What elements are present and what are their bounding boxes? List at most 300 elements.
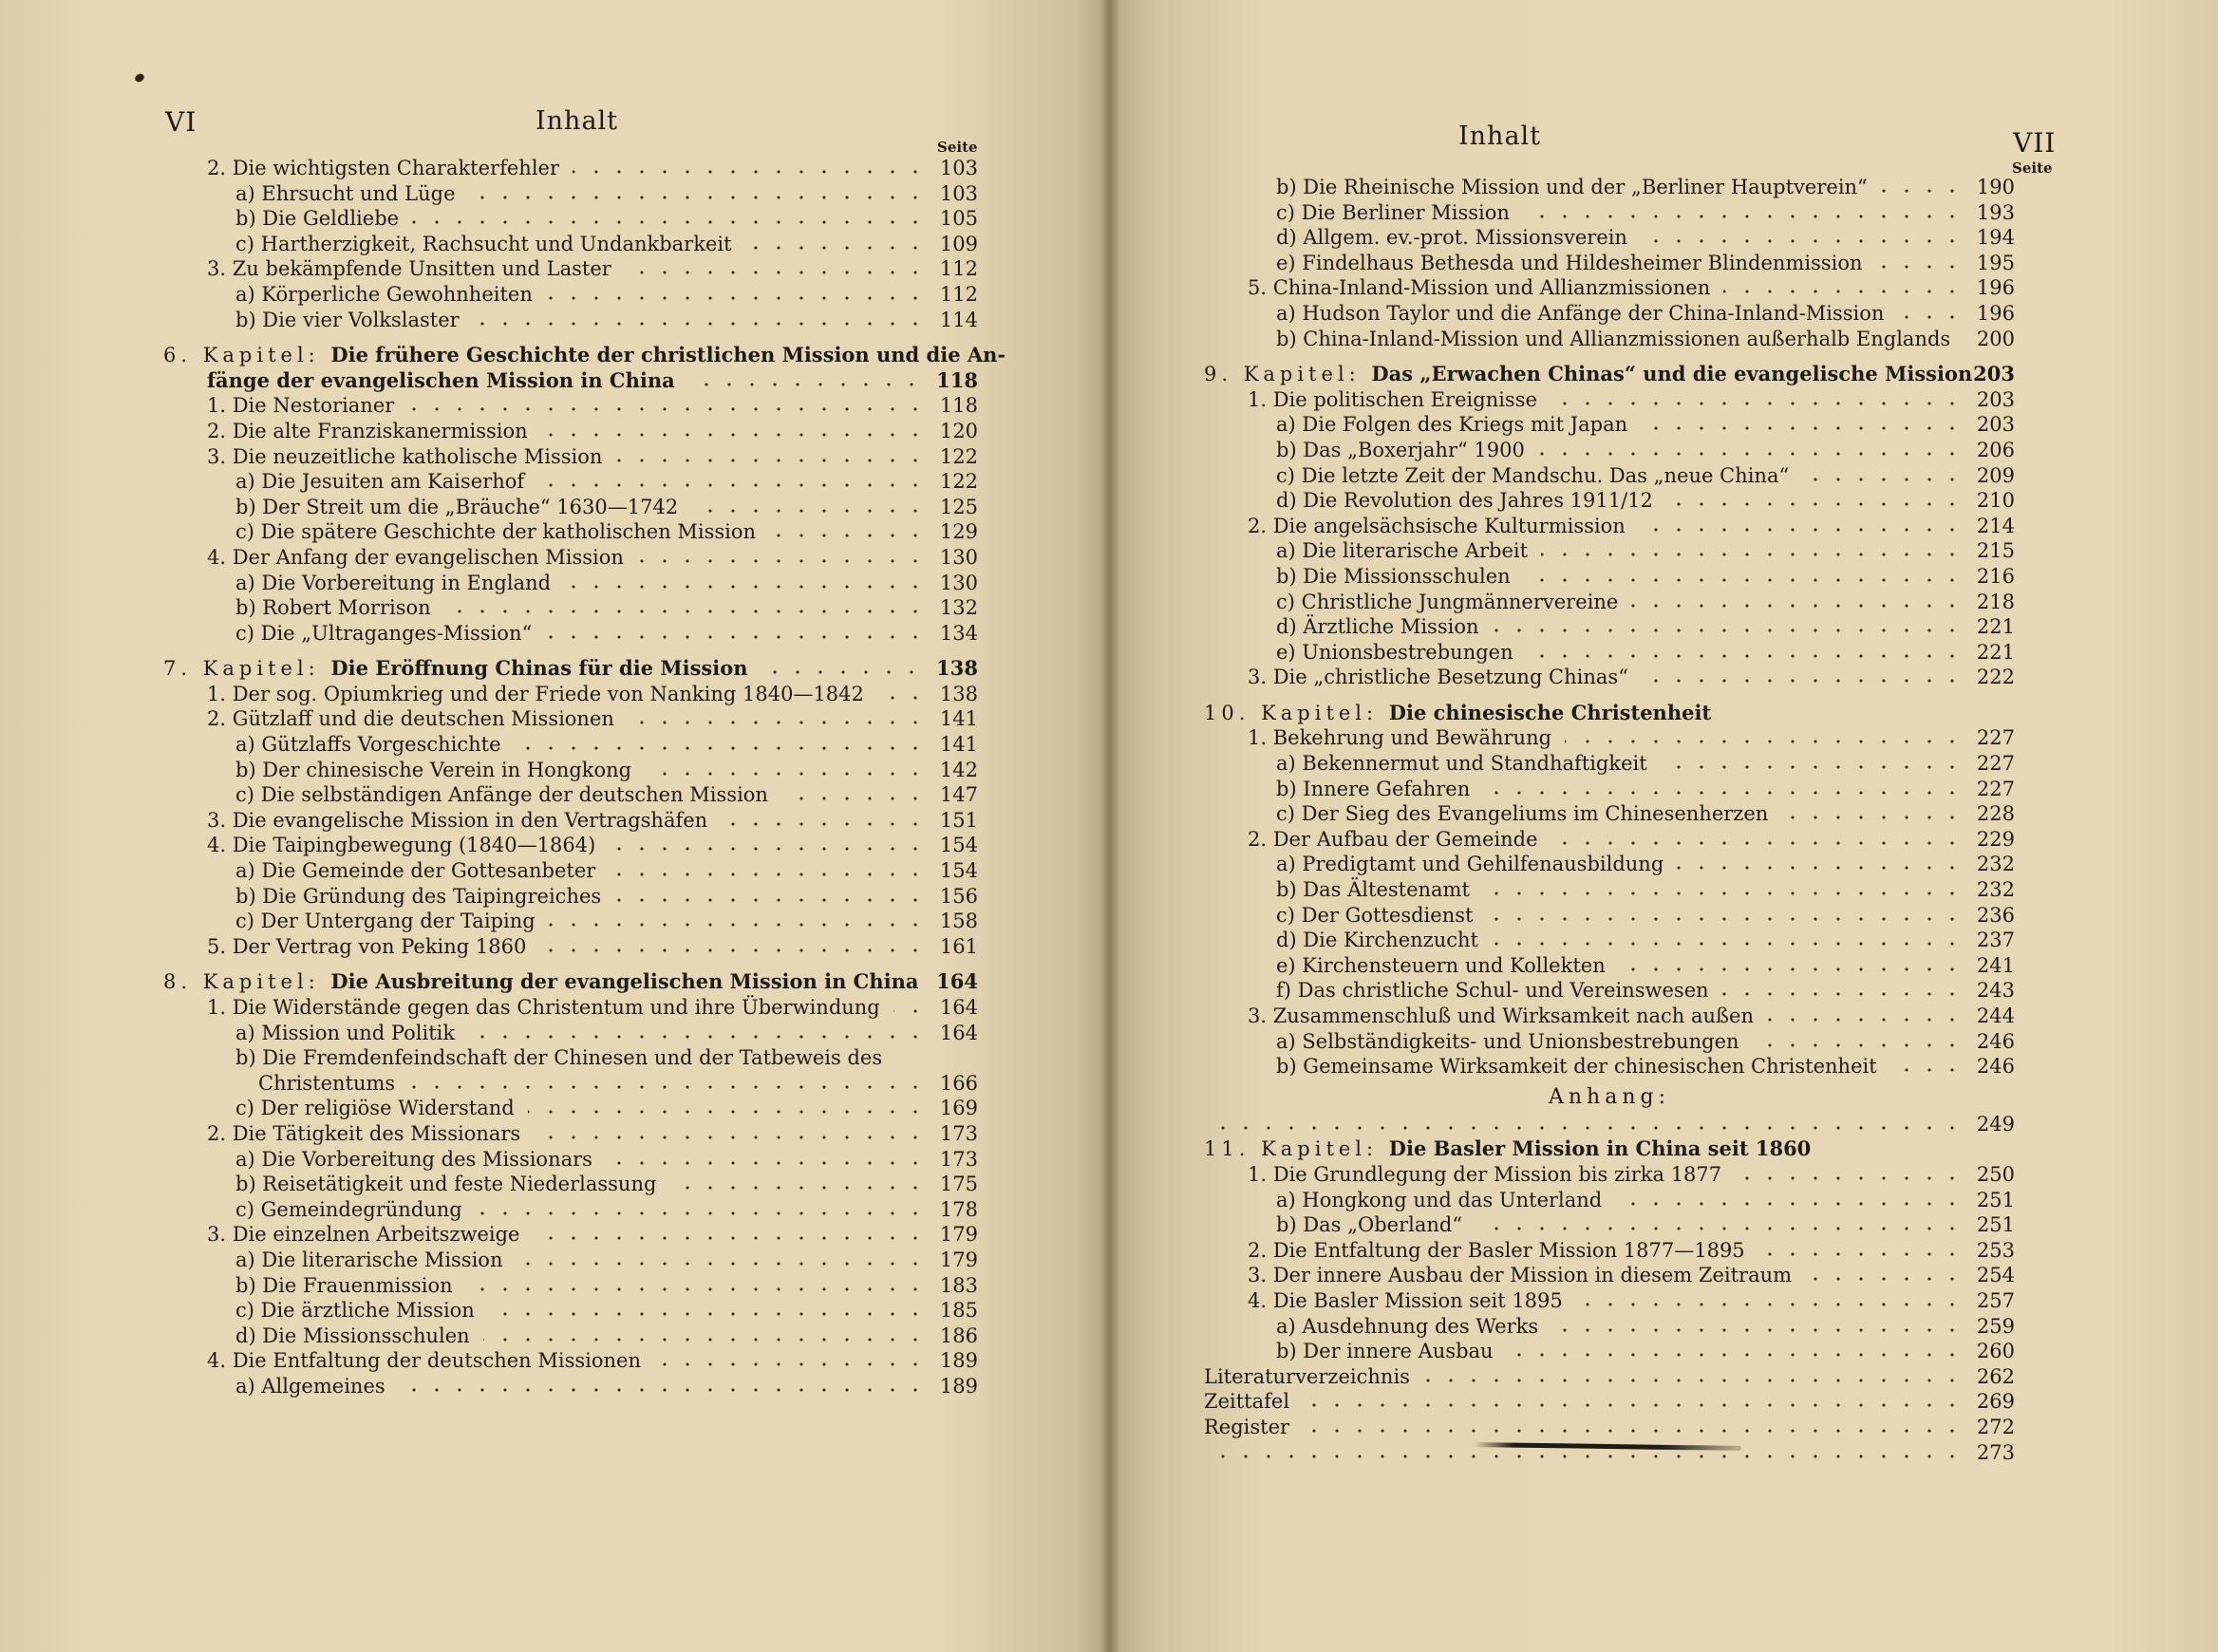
toc-page-number: 103	[939, 181, 978, 205]
dot-leader	[1631, 604, 1964, 608]
toc-entry-title: 4. Die Taipingbewegung (1840—1864)	[207, 834, 596, 857]
toc-subsection	[163, 232, 978, 257]
toc-entry-title: a) Ehrsucht und Lüge	[235, 181, 456, 205]
toc-entry-title: 2. Die alte Franziskanermission	[207, 419, 528, 442]
toc-subsection	[163, 1021, 978, 1046]
chapter-prefix: 8. Kapitel:	[163, 970, 331, 994]
toc-chapter	[163, 969, 978, 995]
toc-entry-title: b) Die Rheinische Mission und der „Berliner Hauptverein“	[1276, 176, 1868, 198]
toc-section	[1204, 725, 2015, 751]
dot-leader	[1641, 239, 1964, 243]
toc-entry-title: b) Reisetätigkeit und feste Niederlassung	[235, 1173, 657, 1196]
toc-page-number: 154	[939, 834, 978, 857]
chapter-title: Die Basler Mission in China seit 1860	[1388, 1136, 1812, 1161]
dot-leader	[609, 873, 927, 876]
toc-entry-title: 1. Die Grundlegung der Mission bis zirka 1877	[1248, 1162, 1722, 1186]
toc-subsection	[1204, 463, 2015, 489]
dot-leader	[893, 1009, 927, 1013]
toc-section	[1204, 827, 2015, 853]
toc-page-number: 273	[1976, 1440, 2015, 1464]
dot-leader	[1642, 679, 1964, 683]
toc-page-number: 251	[1976, 1213, 2015, 1237]
toc-chapter	[1204, 701, 2015, 726]
toc-page-number: 227	[1976, 777, 2015, 800]
toc-entry-title: a) Mission und Politik	[235, 1021, 456, 1044]
toc-entry-title: b) Innere Gefahren	[1276, 777, 1471, 800]
toc-page-number: 134	[939, 621, 978, 645]
dot-leader	[745, 246, 927, 250]
toc-subsection	[1204, 1029, 2015, 1055]
toc-entry-title: Zeittafel	[1204, 1390, 1290, 1414]
dot-leader	[412, 220, 927, 224]
toc-entry-title: 1. Die politischen Ereignisse	[1248, 387, 1537, 411]
toc-section	[163, 393, 978, 419]
toc-entry-title: e) Findelhaus Bethesda und Hildesheimer Blindenmission	[1276, 251, 1863, 274]
toc-section	[1204, 665, 2015, 690]
dot-leader	[1541, 553, 1964, 556]
toc-entry-title: 1. Bekehrung und Bewährung	[1248, 726, 1552, 750]
toc-section	[163, 682, 978, 707]
toc-subsection	[163, 1172, 978, 1197]
toc-entry-title: a) Die Jesuiten am Kaiserhof	[235, 470, 525, 494]
toc-subsection	[1204, 801, 2015, 827]
chapter-prefix: 10. Kapitel:	[1204, 701, 1389, 724]
toc-entry-title: c) Die ärztliche Mission	[235, 1299, 475, 1323]
toc-entry-title	[163, 969, 918, 995]
ink-smudge	[134, 72, 146, 84]
dot-leader	[1890, 1068, 1964, 1072]
toc-page-number: 269	[1976, 1390, 2015, 1414]
toc-chapter-continuation	[163, 368, 978, 394]
dot-leader	[609, 847, 927, 851]
toc-entry-title: a) Die Folgen des Kriegs mit Japan	[1276, 413, 1628, 437]
toc-entry-title: c) Die selbständigen Anfänge der deutschen Mission	[235, 783, 768, 807]
toc-entry-title: 3. Zusammenschluß und Wirksamkeit nach außen	[1248, 1004, 1754, 1027]
toc-page-number: 246	[1976, 1029, 2015, 1053]
dot-leader	[1217, 1126, 1964, 1130]
toc-back-matter	[1204, 1389, 2015, 1415]
chapter-prefix: 11. Kapitel:	[1204, 1137, 1389, 1161]
dot-leader	[466, 1287, 927, 1291]
toc-page-number: 175	[939, 1173, 978, 1196]
toc-entry-title: c) Der Gottesdienst	[1276, 903, 1474, 927]
toc-page-number: 200	[1976, 327, 2015, 350]
dot-leader	[1897, 315, 1964, 319]
toc-page-number: 156	[939, 884, 978, 908]
toc-entry-title: c) Die spätere Geschichte der katholischen Mission	[235, 520, 757, 544]
toc-entry-title: b) Der chinesische Verein in Hongkong	[235, 758, 632, 781]
toc-page-number: 173	[939, 1121, 978, 1145]
toc-page-number: 206	[1976, 438, 2015, 461]
dot-leader	[444, 610, 927, 613]
toc-section	[163, 995, 978, 1021]
dot-leader	[537, 483, 927, 487]
toc-entry-title: d) Die Kirchenzucht	[1276, 929, 1478, 952]
toc-subsection	[1204, 1188, 2015, 1213]
toc-subsection	[163, 1374, 978, 1399]
toc-subsection	[1204, 327, 2015, 352]
toc-subsection	[163, 519, 978, 545]
toc-entry-title	[1204, 1136, 1811, 1162]
toc-subsection	[163, 469, 978, 495]
dot-leader	[1483, 892, 1964, 895]
toc-section	[1204, 1162, 2015, 1188]
toc-subsection	[163, 758, 978, 783]
toc-subsection	[163, 621, 978, 647]
right-page	[1109, 0, 2218, 1652]
toc-entry-title: 1. Die Nestorianer	[207, 394, 395, 418]
toc-page-number: 189	[939, 1349, 978, 1373]
toc-section	[1204, 275, 2015, 301]
toc-page-number: 190	[1976, 176, 2015, 198]
toc-page-number: 161	[939, 934, 978, 958]
toc-entry-title: 2. Die Tätigkeit des Missionars	[207, 1121, 521, 1145]
toc-entry-title: a) Körperliche Gewohnheiten	[235, 282, 533, 306]
toc-page-number: 214	[1976, 514, 2015, 537]
toc-subsection	[1204, 564, 2015, 590]
toc-subsection	[163, 1147, 978, 1173]
toc-subsection	[163, 1273, 978, 1299]
toc-page-number: 243	[1976, 979, 2015, 1003]
toc-entry-title: c) Die letzte Zeit der Mandschu. Das „neue China“	[1276, 463, 1790, 487]
toc-subsection	[1204, 953, 2015, 979]
dot-leader	[1735, 1176, 1964, 1180]
toc-page-number: 183	[939, 1273, 978, 1297]
toc-page-number: 203	[1976, 413, 2015, 437]
toc-section	[163, 1348, 978, 1374]
toc-page-number: 122	[939, 470, 978, 494]
toc-entry-title: 1. Der sog. Opiumkrieg und der Friede von Nanking 1840—1842	[207, 682, 864, 705]
dot-leader	[476, 1211, 927, 1215]
dot-leader	[625, 271, 927, 274]
toc-entry-title: a) Bekennermut und Standhaftigkeit	[1276, 752, 1647, 776]
toc-page-number: 154	[939, 859, 978, 883]
toc-back-matter	[1204, 1364, 2015, 1390]
toc-page-number: 259	[1976, 1314, 2015, 1338]
dot-leader	[1538, 452, 1964, 456]
toc-subsection	[163, 1197, 978, 1223]
toc-entry-title: b) Das „Boxerjahr“ 1900	[1276, 438, 1525, 461]
toc-entry-title: 4. Die Entfaltung der deutschen Missionen	[207, 1349, 641, 1373]
toc-subsection	[1204, 301, 2015, 327]
dot-leader	[691, 509, 927, 513]
toc-entry-title: b) China-Inland-Mission und Allianzmissionen außerhalb Englands	[1276, 327, 1951, 350]
toc-page-number: 185	[939, 1299, 978, 1323]
toc-subsection	[163, 1045, 978, 1071]
toc-subsection	[1204, 877, 2015, 903]
toc-page-number: 195	[1976, 251, 2015, 274]
toc-entry-title	[1204, 701, 1711, 726]
toc-entry-title: d) Die Missionsschulen	[235, 1323, 470, 1347]
toc-subsection	[1204, 928, 2015, 953]
toc-page-number: 232	[1976, 853, 2015, 876]
toc-page-number: 229	[1976, 827, 2015, 851]
toc-page-number: 164	[936, 969, 978, 994]
toc-page-number: 237	[1976, 929, 2015, 952]
toc-chapter	[1204, 1136, 2015, 1162]
dot-leader	[1661, 765, 1964, 769]
dot-leader	[1758, 1252, 1964, 1256]
chapter-title: Die Ausbreitung der evangelischen Mission in China	[330, 969, 919, 994]
toc-entry-title: e) Unionsbestrebungen	[1276, 640, 1513, 664]
toc-entry-title: b) Die Fremdenfeindschaft der Chinesen und der Tatbeweis des	[235, 1046, 883, 1070]
toc-entry-title: a) Ausdehnung des Werks	[1276, 1314, 1539, 1338]
toc-entry-title: b) Das „Oberland“	[1276, 1213, 1463, 1237]
toc-subsection	[163, 782, 978, 808]
toc-entry-title: fänge der evangelischen Mission in China	[207, 367, 675, 392]
toc-subsection	[1204, 590, 2015, 615]
toc-subsection	[163, 732, 978, 758]
dot-leader	[1615, 1202, 1964, 1206]
toc-page-number: 120	[939, 419, 978, 442]
toc-subsection	[163, 1248, 978, 1273]
toc-entry-title: Literaturverzeichnis	[1204, 1364, 1410, 1388]
dot-leader	[473, 322, 927, 326]
toc-page-number: 221	[1976, 615, 2015, 639]
dot-leader	[1551, 1328, 1964, 1332]
toc-page-number: 112	[939, 257, 978, 281]
dot-leader	[637, 559, 927, 563]
toc-subsection	[1204, 488, 2015, 514]
dot-leader	[528, 1110, 927, 1114]
toc-page-number: 216	[1976, 564, 2015, 588]
dot-leader	[606, 1161, 927, 1165]
dot-leader	[1423, 1379, 1964, 1382]
toc-page-number: 253	[1976, 1238, 2015, 1262]
dot-leader	[1523, 215, 1964, 218]
dot-leader	[468, 1035, 927, 1039]
toc-section	[1204, 1004, 2015, 1029]
toc-page-number: 209	[1976, 463, 2015, 487]
dot-leader	[761, 670, 923, 674]
toc-page-number: 151	[939, 808, 978, 832]
toc-entry-title: Christentums	[258, 1071, 396, 1095]
appendix-heading: Anhang:	[1548, 1084, 1670, 1109]
toc-page-number: 118	[936, 367, 978, 392]
toc-entry-title: b) Die vier Volkslaster	[235, 308, 460, 331]
dot-leader	[408, 1085, 927, 1089]
toc-page-number: 158	[939, 910, 978, 933]
toc-subsection	[163, 308, 978, 333]
toc-subsection	[163, 495, 978, 520]
toc-page-number: 203	[1973, 362, 2015, 386]
dot-leader	[1476, 1227, 1964, 1230]
toc-entry-title: 2. Der Aufbau der Gemeinde	[1248, 827, 1538, 851]
dot-leader	[1641, 426, 1964, 430]
toc-entry-title: 1. Die Widerstände gegen das Christentum und ihre Überwindung	[207, 996, 880, 1019]
toc-page-number: 109	[939, 232, 978, 255]
toc-entry-title: 2. Gützlaff und die deutschen Missionen	[207, 707, 614, 731]
toc-page-number: 241	[1976, 953, 2015, 977]
toc-subsection	[1204, 777, 2015, 802]
dot-leader	[721, 822, 927, 826]
dot-leader	[1303, 1403, 1964, 1407]
toc-page-number: 138	[939, 682, 978, 705]
toc-entry-title: b) Der innere Ausbau	[1276, 1340, 1494, 1363]
toc-entry-title: a) Hongkong und das Unterland	[1276, 1188, 1603, 1211]
toc-page-number: 141	[939, 733, 978, 757]
toc-subsection	[163, 1096, 978, 1121]
dot-leader	[1493, 629, 1964, 632]
toc-entry-title: d) Ärztliche Mission	[1276, 615, 1479, 639]
toc-entry-title: a) Die Gemeinde der Gottesanbeter	[235, 859, 596, 883]
toc-entry-title: c) Gemeindegründung	[235, 1197, 462, 1221]
toc-page-number: 232	[1976, 878, 2015, 902]
toc-section	[163, 1222, 978, 1248]
chapter-title: Die Eröffnung Chinas für die Mission	[330, 656, 748, 681]
toc-entry-title: 5. China-Inland-Mission und Allianzmissionen	[1248, 276, 1711, 300]
toc-entry-title: 2. Die wichtigsten Charakterfehler	[207, 157, 559, 179]
toc-page-number: 227	[1976, 752, 2015, 776]
toc-section	[163, 808, 978, 834]
toc-section	[1204, 514, 2015, 539]
toc-page-number: 129	[939, 520, 978, 544]
dot-leader	[1881, 189, 1964, 193]
dot-leader	[515, 746, 927, 750]
toc-page-number: 132	[939, 596, 978, 620]
toc-subsection	[163, 571, 978, 596]
toc-entry-title: 3. Zu bekämpfende Unsitten und Laster	[207, 257, 611, 281]
toc-page-number: 251	[1976, 1188, 2015, 1211]
toc-page-number: 249	[1976, 1112, 2015, 1136]
toc-chapter	[1204, 362, 2015, 387]
toc-subsection	[1204, 614, 2015, 640]
dot-leader	[483, 1338, 927, 1342]
toc-subsection	[1204, 751, 2015, 777]
toc-entry-title: a) Die literarische Mission	[235, 1248, 503, 1271]
toc-entry-title: a) Allgemeines	[235, 1374, 385, 1398]
dot-leader	[573, 170, 927, 174]
toc-section	[1204, 387, 2015, 413]
toc-page-number: 246	[1976, 1055, 2015, 1079]
chapter-title: Die frühere Geschichte der christlichen Mission und die An-	[330, 343, 1006, 367]
toc-subsection	[1204, 175, 2015, 200]
toc-page-number: 118	[939, 394, 978, 418]
toc-subsection	[1204, 978, 2015, 1004]
toc-subsection	[163, 1298, 978, 1323]
toc-page-number: 218	[1976, 590, 2015, 613]
toc-entry-title: c) Der religiöse Widerstand	[235, 1097, 515, 1120]
dot-leader	[399, 1388, 927, 1392]
toc-page-number: 186	[939, 1323, 978, 1347]
chapter-prefix: 7. Kapitel:	[163, 657, 331, 681]
toc-section	[1204, 1288, 2015, 1314]
dot-leader	[1527, 654, 1964, 658]
toc-section	[163, 444, 978, 470]
toc-entry-title: 3. Die evangelische Mission in den Vertragshäfen	[207, 808, 708, 832]
toc-back-matter	[1204, 1415, 2015, 1440]
toc-entry-title: c) Die „Ultraganges-Mission“	[235, 621, 533, 645]
toc-section	[163, 545, 978, 571]
toc-entry-title: 3. Die einzelnen Arbeitszweige	[207, 1223, 520, 1247]
toc-subsection	[163, 909, 978, 934]
toc-page-number: 130	[939, 545, 978, 569]
dot-leader	[688, 383, 923, 386]
toc-entry-title: 2. Die Entfaltung der Basler Mission 1877—1895	[1248, 1238, 1745, 1262]
dot-leader	[549, 923, 927, 927]
toc-page-number: 142	[939, 758, 978, 781]
toc-page-number: 236	[1976, 903, 2015, 927]
toc-subsection	[163, 181, 978, 207]
toc-entry-title: c) Hartherzigkeit, Rachsucht und Undankbarkeit	[235, 232, 732, 255]
toc-page-number: 250	[1976, 1162, 2015, 1186]
toc-page-number: 210	[1976, 489, 2015, 513]
toc-entry-title: c) Der Untergang der Taiping	[235, 910, 536, 933]
toc-section	[1204, 1263, 2015, 1288]
toc-entry-title: 3. Die neuzeitliche katholische Mission	[207, 444, 603, 468]
toc-page-number: 178	[939, 1197, 978, 1221]
toc-section	[163, 256, 978, 282]
toc-page-number: 196	[1976, 276, 2015, 300]
toc-section	[163, 934, 978, 960]
chapter-prefix: 9. Kapitel:	[1204, 363, 1372, 386]
dot-leader	[564, 585, 927, 589]
dot-leader	[539, 948, 927, 952]
toc-page-number: 244	[1976, 1004, 2015, 1027]
toc-subsection	[1204, 1212, 2015, 1238]
toc-page-number: 169	[939, 1097, 978, 1120]
toc-page-number: 228	[1976, 802, 2015, 826]
toc-page-number: 257	[1976, 1288, 2015, 1312]
running-header: Inhalt	[536, 106, 619, 136]
toc-entry-title: d) Die Revolution des Jahres 1911/12	[1276, 489, 1653, 513]
toc-entry-title: 5. Der Vertrag von Peking 1860	[207, 934, 527, 958]
toc-page-number: 122	[939, 444, 978, 468]
dot-leader	[1217, 1455, 1964, 1458]
toc-entry-title: f) Das christliche Schul- und Vereinswesen	[1276, 979, 1709, 1003]
toc-entry-title: b) Das Ältestenamt	[1276, 878, 1470, 902]
toc-page-number-row	[1204, 1112, 2015, 1137]
toc-subsection	[1204, 1339, 2015, 1364]
dot-leader	[1551, 841, 1964, 845]
toc-section	[163, 1121, 978, 1147]
table-of-contents	[163, 156, 1006, 1399]
toc-entry-title: a) Die literarische Arbeit	[1276, 539, 1529, 563]
toc-section	[163, 833, 978, 858]
toc-entry-title: a) Die Vorbereitung des Missionars	[235, 1147, 592, 1171]
toc-subsection	[1204, 251, 2015, 276]
dot-leader	[628, 721, 927, 724]
toc-page-number: 260	[1976, 1340, 2015, 1363]
toc-subsection	[1204, 225, 2015, 251]
table-of-contents	[1204, 175, 2015, 1465]
toc-entry-title: d) Allgem. ev.-prot. Missionsverein	[1276, 226, 1627, 250]
toc-entry-title: a) Selbständigkeits- und Unionsbestrebungen	[1276, 1029, 1739, 1053]
toc-entry-title: a) Hudson Taylor und die Anfänge der China-Inland-Mission	[1276, 301, 1885, 325]
dot-leader	[407, 407, 927, 411]
dot-leader	[614, 898, 927, 902]
toc-entry-title: a) Gützlaffs Vorgeschichte	[235, 733, 501, 757]
toc-section	[163, 419, 978, 444]
seite-label: Seite	[2012, 160, 2053, 177]
toc-entry-title: 4. Der Anfang der evangelischen Mission	[207, 545, 624, 569]
toc-page-number: 227	[1976, 726, 2015, 750]
toc-subsection	[1204, 852, 2015, 877]
toc-page-number: 193	[1976, 200, 2015, 224]
dot-leader	[533, 1236, 927, 1240]
chapter-title: Das „Erwachen Chinas“ und die evangelische Mission	[1371, 362, 1973, 386]
toc-entry-title: b) Die Missionsschulen	[1276, 564, 1511, 588]
toc-entry-title: a) Predigtamt und Gehilfenausbildung	[1276, 853, 1664, 876]
toc-entry-title: b) Robert Morrison	[235, 596, 431, 620]
dot-leader	[545, 635, 927, 639]
running-header: Inhalt	[1458, 122, 1542, 151]
toc-page-number: 166	[939, 1071, 978, 1095]
toc-page-number: 164	[939, 996, 978, 1019]
toc-entry-title: c) Christliche Jungmännervereine	[1276, 590, 1619, 613]
dot-leader	[615, 459, 927, 462]
dot-leader	[1767, 1018, 1964, 1022]
